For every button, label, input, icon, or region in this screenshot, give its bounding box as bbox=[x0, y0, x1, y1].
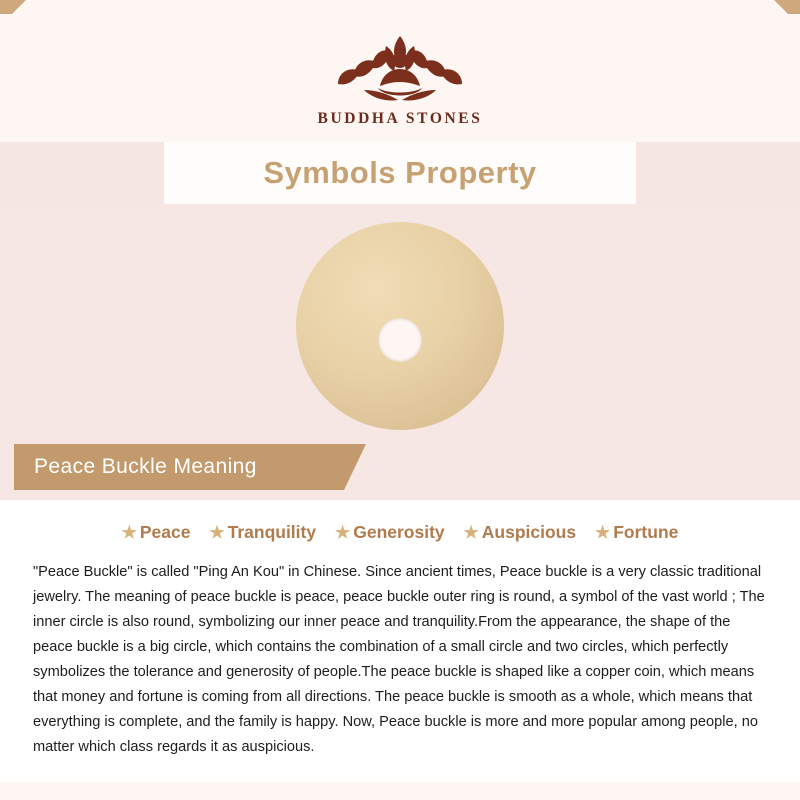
brand-header bbox=[0, 14, 800, 142]
meaning-banner-label: Peace Buckle Meaning bbox=[34, 455, 257, 478]
peace-buckle-inner-hole bbox=[378, 318, 422, 362]
star-icon: ★ bbox=[209, 523, 225, 542]
keyword-item bbox=[335, 522, 445, 543]
description-paragraph: "Peace Buckle" is called "Ping An Kou" in Chinese. Since ancient times, Peace buckle is a very classic traditional jewelry. The meaning of peace buckle is peace, peace buckle outer ring is round, a symbol of the vast world ; The inner circle is also round, symbolizing our inner peace and tranquility.From the appearance, the shape of the peace buckle is a big circle, which contains the combination of a small circle and two circles, which perfectly symbolizes the tolerance and generosity of people.The peace buckle is shaped like a copper coin, which means that money and fortune is coming from all directions. The peace buckle is smooth as a whole, which means that everything is complete, and the family is happy. Now, Peace buckle is more and more popular among people, no matter which class regards it as auspicious. bbox=[33, 564, 765, 755]
keyword-item bbox=[122, 522, 191, 543]
lotus-meditation-figure-icon bbox=[320, 24, 480, 106]
keyword-label: Auspicious bbox=[481, 522, 577, 542]
keyword-item bbox=[209, 522, 316, 543]
star-icon: ★ bbox=[334, 523, 351, 542]
meaning-banner-notch bbox=[344, 444, 366, 490]
keyword-label: Tranquility bbox=[227, 522, 317, 542]
keyword-item bbox=[595, 522, 678, 543]
bottom-background-band bbox=[0, 782, 800, 800]
keyword-label: Generosity bbox=[353, 522, 445, 542]
keyword-list bbox=[0, 522, 800, 543]
keyword-label: Fortune bbox=[613, 522, 679, 542]
star-icon: ★ bbox=[463, 523, 479, 542]
star-icon: ★ bbox=[594, 523, 611, 542]
top-background-band bbox=[0, 0, 800, 14]
keyword-item bbox=[464, 522, 577, 543]
brand-name: BUDDHA STONES bbox=[317, 110, 483, 127]
page-title: Symbols Property bbox=[263, 155, 537, 190]
star-icon: ★ bbox=[121, 523, 137, 542]
keyword-label: Peace bbox=[139, 522, 191, 542]
title-row bbox=[0, 142, 800, 204]
